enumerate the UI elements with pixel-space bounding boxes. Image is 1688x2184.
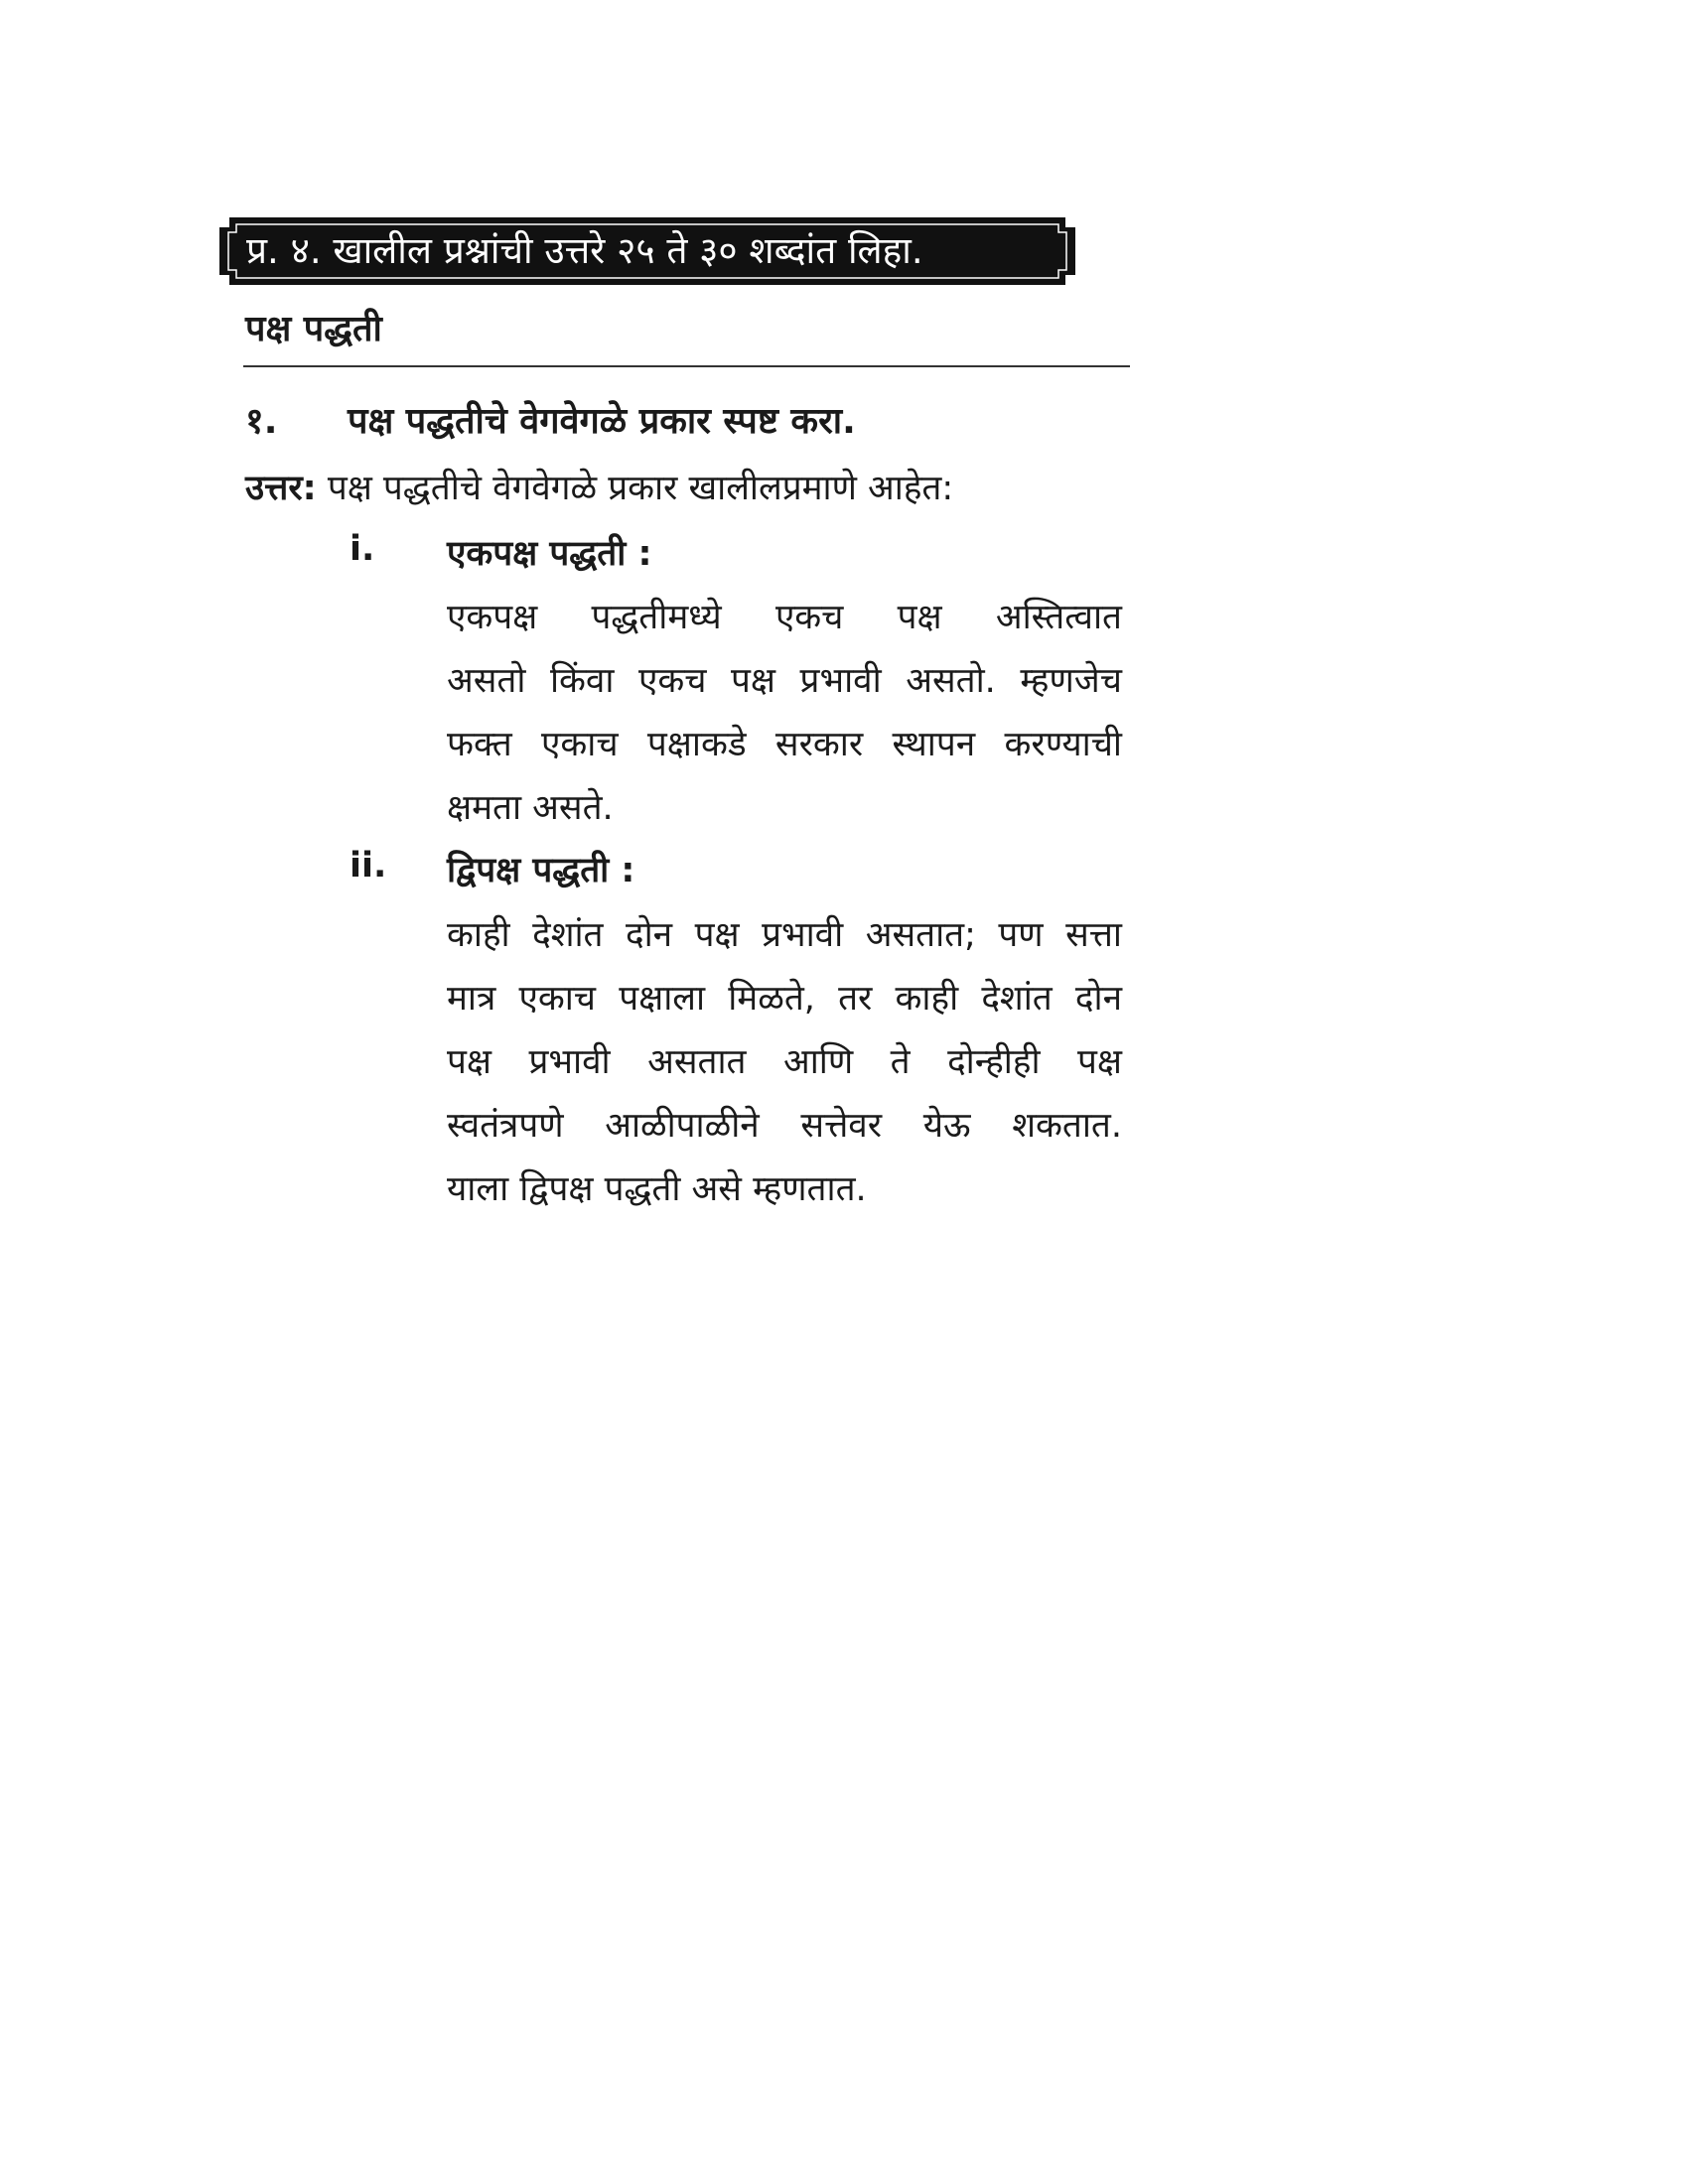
answer-label: उत्तर: <box>245 469 317 508</box>
item-body-line: क्षमता असते. <box>447 788 614 828</box>
item-marker: ii. <box>350 846 387 886</box>
section-divider <box>243 365 1130 367</box>
question-number: १. <box>245 401 278 442</box>
item-body-line: काही देशांत दोन पक्ष प्रभावी असतात; पण सत्ता <box>447 915 1122 955</box>
item-body <box>447 586 1122 840</box>
section-title: पक्ष पद्धती <box>245 309 382 349</box>
answer-intro-row <box>245 464 953 510</box>
answer-intro: पक्ष पद्धतीचे वेगवेगळे प्रकार खालीलप्रमाणे आहेत: <box>327 469 954 508</box>
item-body-line: फक्त एकाच पक्षाकडे सरकार स्थापन करण्याची <box>447 725 1122 764</box>
item-body-line: मात्र एकाच पक्षाला मिळते, तर काही देशांत दोन <box>447 979 1122 1019</box>
item-body-line: स्वतंत्रपणे आळीपाळीने सत्तेवर येऊ शकतात. <box>447 1106 1122 1146</box>
item-body <box>447 903 1122 1221</box>
question-banner-text: प्र. ४. खालील प्रश्नांची उत्तरे २५ ते ३० शब्दांत लिहा. <box>246 229 923 272</box>
item-body-line: एकपक्ष पद्धतीमध्ये एकच पक्ष अस्तित्वात <box>447 598 1122 637</box>
item-body-line: पक्ष प्रभावी असतात आणि ते दोन्हीही पक्ष <box>447 1042 1122 1082</box>
item-body-line: याला द्विपक्ष पद्धती असे म्हणतात. <box>447 1169 867 1209</box>
item-heading: द्विपक्ष पद्धती : <box>447 851 635 890</box>
item-marker: i. <box>350 529 375 569</box>
item-heading: एकपक्ष पद्धती : <box>447 534 652 574</box>
item-body-line: असतो किंवा एकच पक्ष प्रभावी असतो. म्हणजेच <box>447 661 1122 701</box>
question-banner <box>216 214 1078 288</box>
question-text: पक्ष पद्धतीचे वेगवेगळे प्रकार स्पष्ट करा. <box>348 401 856 442</box>
